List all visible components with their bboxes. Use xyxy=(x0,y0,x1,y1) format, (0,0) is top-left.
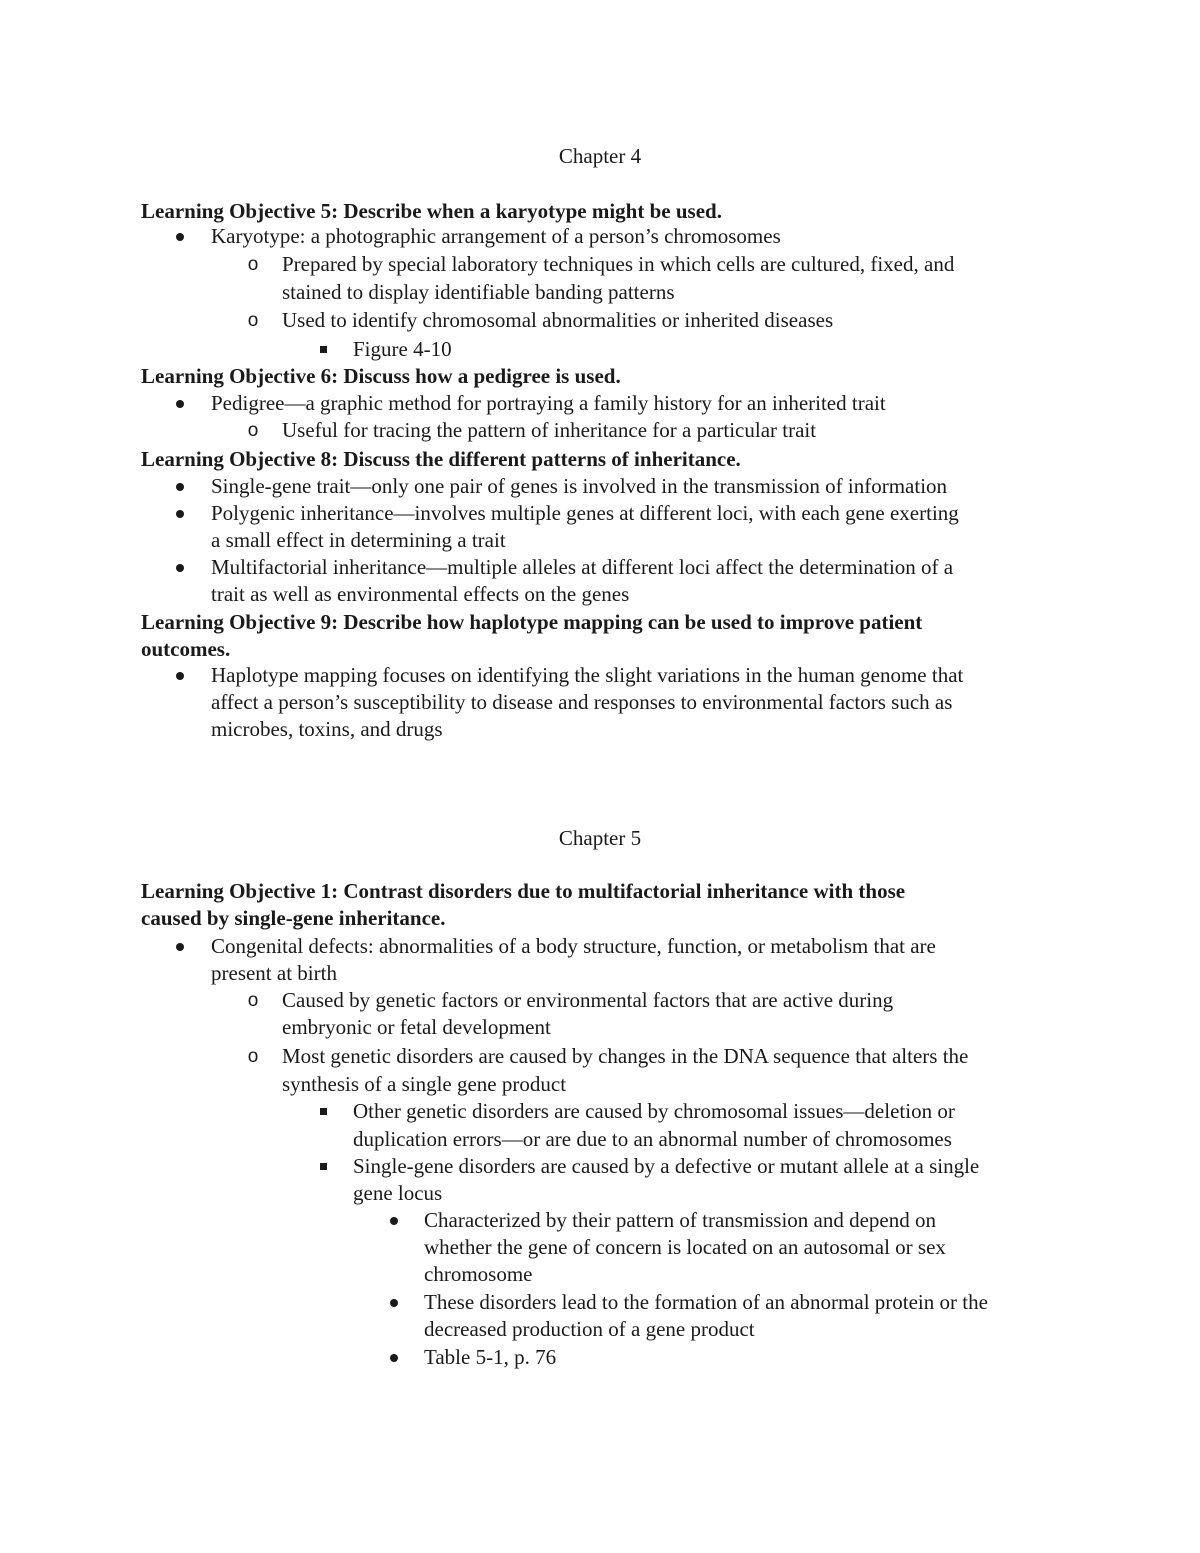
caused-by-factors-line-2: embryonic or fetal development xyxy=(282,1015,551,1039)
dna-sequence-changes-line-2: synthesis of a single gene product xyxy=(282,1072,567,1096)
circle-bullet-icon: o xyxy=(247,420,259,441)
karyotype-use: Used to identify chromosomal abnormalities or inherited diseases xyxy=(282,308,834,332)
chapter-5-title: Chapter 5 xyxy=(558,826,642,850)
pedigree-definition: Pedigree—a graphic method for portraying a family history for an inherited trait xyxy=(211,391,886,415)
square-bullet-icon xyxy=(313,1098,333,1125)
objective-1-heading-line-1: Learning Objective 1: Contrast disorders due to multifactorial inheritance with those xyxy=(141,879,906,903)
chapter-4-title: Chapter 4 xyxy=(558,144,642,168)
bullet-icon xyxy=(170,390,190,417)
circle-bullet-icon: o xyxy=(247,990,259,1011)
objective-8-heading: Learning Objective 8: Discuss the different patterns of inheritance. xyxy=(141,447,741,471)
circle-bullet-icon: o xyxy=(247,254,259,275)
congenital-defects-line-1: Congenital defects: abnormalities of a body structure, function, or metabolism that are xyxy=(211,934,936,958)
abnormal-protein-line-1: These disorders lead to the formation of an abnormal protein or the xyxy=(424,1290,988,1314)
circle-bullet-icon: o xyxy=(247,310,259,331)
bullet-icon xyxy=(170,554,190,581)
congenital-defects-line-2: present at birth xyxy=(211,961,337,985)
chromosomal-issues-line-1: Other genetic disorders are caused by chromosomal issues—deletion or xyxy=(353,1099,955,1123)
transmission-pattern-line-2: whether the gene of concern is located on an autosomal or sex xyxy=(424,1235,946,1259)
polygenic-inheritance-line-1: Polygenic inheritance—involves multiple genes at different loci, with each gene exerting xyxy=(211,501,959,525)
karyotype-preparation-line-2: stained to display identifiable banding patterns xyxy=(282,280,675,304)
single-gene-disorders-line-2: gene locus xyxy=(353,1181,443,1205)
transmission-pattern-line-1: Characterized by their pattern of transmission and depend on xyxy=(424,1208,936,1232)
bullet-icon xyxy=(384,1289,404,1316)
single-gene-disorders-line-1: Single-gene disorders are caused by a defective or mutant allele at a single xyxy=(353,1154,980,1178)
bullet-icon xyxy=(384,1207,404,1234)
haplotype-mapping-line-2: affect a person’s susceptibility to disease and responses to environmental factors such as xyxy=(211,690,953,714)
circle-bullet-icon: o xyxy=(247,1046,259,1067)
haplotype-mapping-line-1: Haplotype mapping focuses on identifying the slight variations in the human genome that xyxy=(211,663,964,687)
table-reference: Table 5-1, p. 76 xyxy=(424,1345,557,1369)
karyotype-definition: Karyotype: a photographic arrangement of a person’s chromosomes xyxy=(211,224,781,248)
objective-1-heading-line-2: caused by single-gene inheritance. xyxy=(141,906,446,930)
abnormal-protein-line-2: decreased production of a gene product xyxy=(424,1317,755,1341)
square-bullet-icon xyxy=(313,336,333,363)
bullet-icon xyxy=(170,223,190,250)
multifactorial-inheritance-line-2: trait as well as environmental effects on the genes xyxy=(211,582,630,606)
haplotype-mapping-line-3: microbes, toxins, and drugs xyxy=(211,717,443,741)
caused-by-factors-line-1: Caused by genetic factors or environmental factors that are active during xyxy=(282,988,894,1012)
bullet-icon xyxy=(170,662,190,689)
multifactorial-inheritance-line-1: Multifactorial inheritance—multiple alleles at different loci affect the determination of a xyxy=(211,555,954,579)
figure-reference: Figure 4-10 xyxy=(353,337,452,361)
objective-9-heading-line-1: Learning Objective 9: Describe how haplotype mapping can be used to improve patient xyxy=(141,610,923,634)
polygenic-inheritance-line-2: a small effect in determining a trait xyxy=(211,528,506,552)
transmission-pattern-line-3: chromosome xyxy=(424,1262,533,1286)
bullet-icon xyxy=(170,933,190,960)
objective-9-heading-line-2: outcomes. xyxy=(141,637,231,661)
bullet-icon xyxy=(384,1344,404,1371)
dna-sequence-changes-line-1: Most genetic disorders are caused by changes in the DNA sequence that alters the xyxy=(282,1044,969,1068)
objective-5-heading: Learning Objective 5: Describe when a karyotype might be used. xyxy=(141,199,722,223)
chromosomal-issues-line-2: duplication errors—or are due to an abnormal number of chromosomes xyxy=(353,1127,952,1151)
bullet-icon xyxy=(170,500,190,527)
pedigree-use: Useful for tracing the pattern of inheritance for a particular trait xyxy=(282,418,817,442)
bullet-icon xyxy=(170,473,190,500)
objective-6-heading: Learning Objective 6: Discuss how a pedigree is used. xyxy=(141,364,621,388)
karyotype-preparation-line-1: Prepared by special laboratory techniques in which cells are cultured, fixed, and xyxy=(282,252,955,276)
square-bullet-icon xyxy=(313,1153,333,1180)
single-gene-trait: Single-gene trait—only one pair of genes is involved in the transmission of information xyxy=(211,474,948,498)
